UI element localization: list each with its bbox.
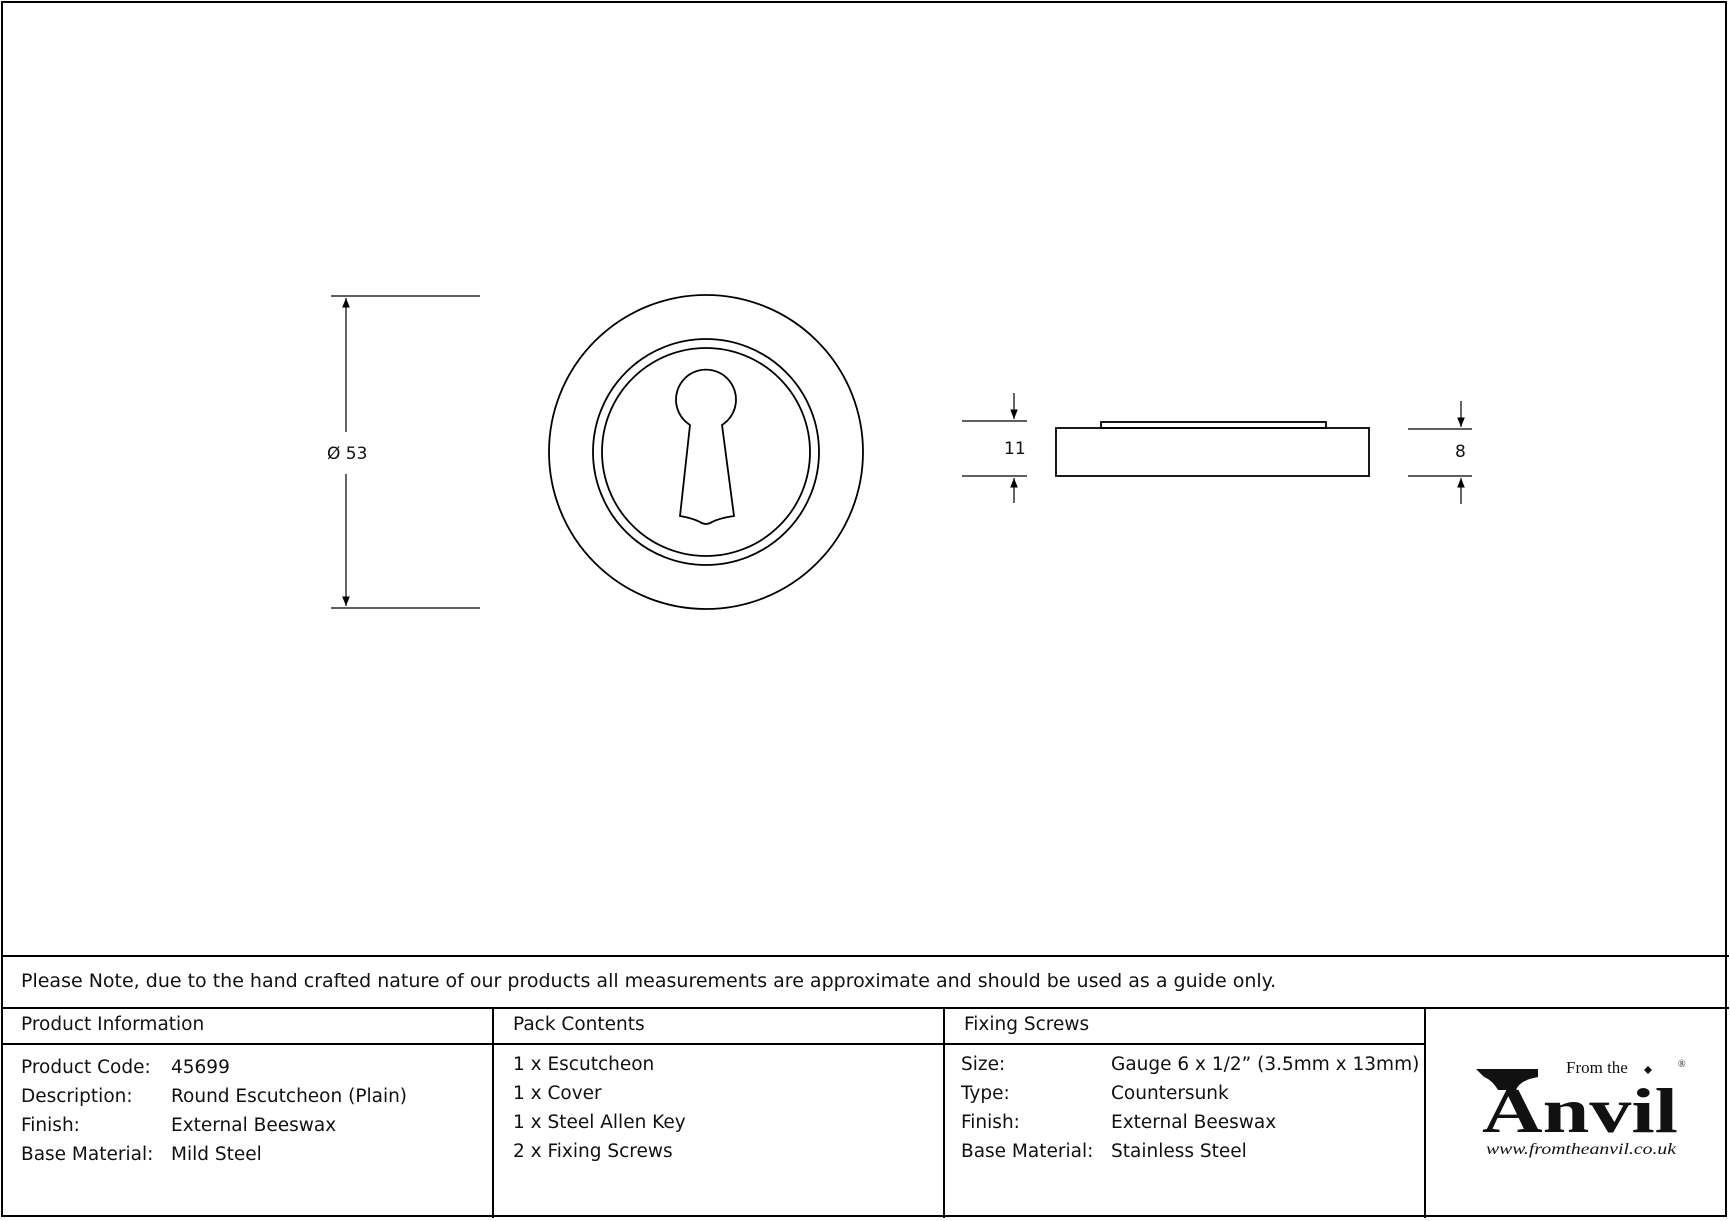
base-material-value: Mild Steel (171, 1144, 262, 1165)
list-item (21, 1057, 230, 1078)
escutcheon-side-view (1056, 422, 1369, 476)
panel-top-divider (1, 955, 1729, 957)
product-code-label: Product Code: (21, 1057, 151, 1078)
description-value: Round Escutcheon (Plain) (171, 1086, 408, 1107)
logo-brand: Anvil (1482, 1075, 1678, 1146)
list-item (21, 1115, 336, 1136)
fixing-screws-title: Fixing Screws (964, 1014, 1090, 1035)
list-item (961, 1141, 1247, 1162)
column-divider-1 (492, 1008, 494, 1218)
screw-finish-label: Finish: (961, 1112, 1020, 1133)
logo-registered: ® (1678, 1059, 1686, 1070)
header-divider (1, 1043, 1425, 1045)
list-item (961, 1112, 1276, 1133)
list-item (961, 1083, 1229, 1104)
list-item: 2 x Fixing Screws (513, 1141, 673, 1162)
note-divider (1, 1007, 1729, 1009)
list-item: 1 x Escutcheon (513, 1054, 655, 1075)
height-label: 11 (1004, 439, 1026, 459)
screw-base-material-value: Stainless Steel (1111, 1141, 1247, 1162)
screw-base-material-label: Base Material: (961, 1141, 1094, 1162)
screw-finish-value: External Beeswax (1111, 1112, 1277, 1133)
diamond-icon (1644, 1066, 1652, 1074)
screw-size-label: Size: (961, 1054, 1006, 1075)
pack-contents-title: Pack Contents (513, 1014, 645, 1035)
list-item: 1 x Steel Allen Key (513, 1112, 686, 1133)
screw-type-value: Countersunk (1111, 1083, 1229, 1104)
list-item (21, 1086, 407, 1107)
product-information-title: Product Information (21, 1014, 205, 1035)
from-the-anvil-logo (1440, 1040, 1700, 1170)
keyhole-shape (676, 370, 736, 524)
base-height-label: 8 (1455, 442, 1466, 462)
base-material-label: Base Material: (21, 1144, 154, 1165)
logo-url: www.fromtheanvil.co.uk (1486, 1141, 1678, 1158)
description-label: Description: (21, 1086, 133, 1107)
screw-size-value: Gauge 6 x 1/2” (3.5mm x 13mm) (1111, 1054, 1420, 1075)
list-item: 1 x Cover (513, 1083, 602, 1104)
product-code-value: 45699 (171, 1057, 230, 1078)
diameter-label: Ø 53 (327, 444, 368, 464)
logo-from-the: From the (1566, 1058, 1628, 1077)
list-item (21, 1144, 262, 1165)
measurement-note: Please Note, due to the hand crafted nature of our products all measurements are approximate and should be used as a guide only. (21, 970, 1277, 992)
screw-type-label: Type: (961, 1083, 1010, 1104)
finish-label: Finish: (21, 1115, 80, 1136)
finish-value: External Beeswax (171, 1115, 337, 1136)
column-divider-3 (1424, 1008, 1426, 1218)
list-item (961, 1054, 1419, 1075)
escutcheon-front-view (549, 295, 863, 609)
column-divider-2 (943, 1008, 945, 1218)
